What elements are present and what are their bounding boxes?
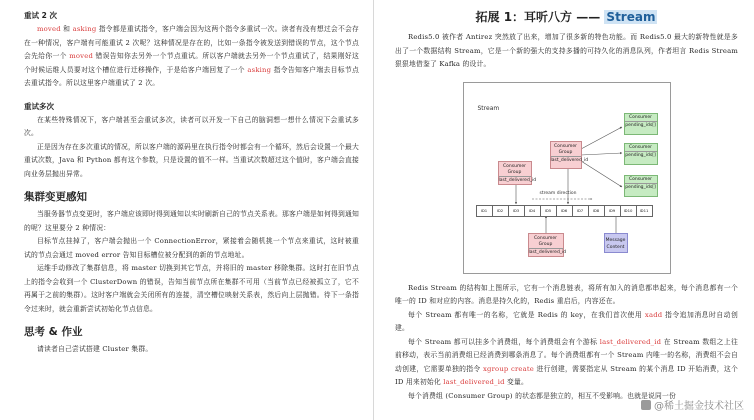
consumer-group-main: [550, 141, 589, 169]
paragraph: [395, 336, 738, 390]
stream-message-cell: ID3: [509, 205, 525, 217]
stream-message-cell: ID10: [621, 205, 637, 217]
paragraph: 正是因为存在多次重试的情况，所以客户端的源码里在执行指令时都会有一个循环，然后会设置一个最大重试次数，Java 和 Python 都有这个参数，只是设置的值不一样。当重试次数超过这个值时，客户端会直接向业务层抛出异常。: [24, 142, 359, 178]
consumer-group-bottom: [528, 233, 567, 257]
stream-label: Stream: [477, 104, 500, 112]
paragraph: 在某些特殊情况下，客户端甚至会重试多次，读者可以开发一下自己的脑洞想一想什么情况下会重试多次。: [24, 115, 359, 137]
stream-message-cells: [476, 205, 653, 217]
cluster-change-paragraphs: [24, 208, 359, 316]
right-page: [377, 0, 754, 420]
consumer-group-main-title: Consumer Group: [554, 143, 577, 155]
stream-message-cell: ID1: [476, 205, 493, 217]
chapter-title-highlight: Stream: [606, 10, 656, 24]
text-run: 变量。: [504, 378, 528, 386]
consumer-2-field: pending_ids[]: [625, 152, 656, 158]
text-run: 每个 Stream 都有唯一的名称，它就是 Redis 的 key，在我们首次使用: [408, 310, 645, 319]
highlighted-term: last_delivered_id: [599, 337, 662, 346]
text-run: 指令告知客户端去目标节点去重试指令。所以这里客户端重试了 2 次。: [24, 65, 360, 87]
stream-message-cell: ID5: [541, 205, 557, 217]
text-run: 错误告知你去另外一个节点重试。所以客户端就去另外一个节点重试了，结果刚好这个时候运维人员要对这个槽位进行迁移操作，于是给客户端回复了一个: [24, 52, 360, 74]
retry-twice-paragraphs: [24, 23, 359, 91]
paragraph: 运维手动修改了集群信息，将 master 切换到其它节点，并将旧的 master 移除集群。这时打在旧节点上的指令会收到一个 ClusterDown 的错误，告知当前节点所在集群不可用（当前节点已经被孤立了，它不再属于之前的集群）。这时客户端就会关闭所有的连接，清空槽位映射关系表，然后向上层抛错。待下一条指令过来时，就会重新尝试初始化节点信息。: [24, 264, 359, 313]
watermark-logo-icon: [641, 400, 651, 410]
connector-cg1-consumer1: [581, 127, 622, 149]
stream-direction-label: stream direction: [539, 190, 577, 196]
consumer-3-title: Consumer: [629, 176, 652, 182]
text-run: 每个 Stream 都可以挂多个消费组，每个消费组会有个游标: [408, 337, 600, 346]
stream-description-paragraphs: [395, 282, 738, 404]
consumer-2: [624, 143, 658, 165]
highlighted-term: asking: [247, 65, 272, 74]
text-run: 每个消费组 (Consumer Group) 的状态都是独立的，相互不受影响。也就是说同一份: [408, 391, 677, 400]
chapter-title: [395, 8, 738, 25]
paragraph: 目标节点挂掉了，客户端会抛出一个 ConnectionError，紧接着会随机挑一个节点来重试，这时被重试的节点会通过 moved error 告知目标槽位被分配到的新的节点地址。: [24, 237, 359, 259]
consumer-group-main-field: last_delivered_id: [550, 157, 589, 163]
highlighted-term: xgroup create: [483, 364, 535, 373]
paragraph: Redis5.0 被作者 Antirez 突然放了出来，增加了很多新的特色功能。而 Redis5.0 最大的新特性就是多出了一个数据结构 Stream，它是一个新的强大的支持多播的可持久化的消息队列，作者坦言 Redis Stream 狠狠地借鉴了 Kafka 的设计。: [395, 33, 738, 68]
chapter-title-prefix: 拓展 1：耳听八方 ——: [475, 10, 605, 24]
stream-message-cell: ID2: [493, 205, 509, 217]
left-page: [0, 0, 374, 420]
consumer-group-bottom-field: last_delivered_id: [528, 249, 567, 255]
consumer-group-bottom-title: Consumer Group: [534, 235, 557, 247]
consumer-3: [624, 175, 658, 197]
stream-message-cell: ID11: [637, 205, 653, 217]
connector-cg1-consumer3: [581, 161, 622, 187]
stream-message-cell: ID8: [589, 205, 605, 217]
message-content-box: Message Content: [604, 233, 628, 253]
text-run: 和: [60, 25, 73, 33]
paragraph: 请读者自己尝试搭建 Cluster 集群。: [37, 345, 153, 353]
consumer-1-title: Consumer: [629, 114, 652, 120]
consumer-2-title: Consumer: [629, 144, 652, 150]
text-run: 在 Stream 数组之上往前移动，表示当前消费组已经消费到哪条消息了。每个消费组都有一个 Stream 内唯一的名称，消费组不会自动创建，它需要单独的指令: [395, 337, 739, 373]
consumer-3-field: pending_ids[]: [625, 184, 656, 190]
watermark: [641, 397, 744, 412]
text-run: Redis Stream 的结构如上图所示，它有一个消息链表，将所有加入的消息都串起来，每个消息都有一个唯一的 ID 和对应的内容。消息是持久化的，Redis 重启后，内容还在。: [395, 283, 738, 305]
connector-cg1-consumer2: [581, 153, 622, 155]
consumer-group-left: [498, 161, 537, 185]
text-run: 指令都是重试指令，客户端会因为这两个指令多重试一次。读者有没有想过会不会存在一种情况，客户端有可能重试 2 次呢？这种情况是存在的，比如一条指令被发送到错误的节点，这个节点会先给你一个: [24, 25, 360, 60]
stream-diagram: [463, 82, 671, 274]
consumer-1: [624, 113, 658, 135]
stream-message-cell: ID7: [573, 205, 589, 217]
watermark-text: @稀土掘金技术社区: [654, 401, 744, 412]
paragraph: [395, 282, 738, 309]
intro-paragraphs: [395, 31, 738, 72]
section-heading-retry-many: 重试多次: [24, 101, 54, 111]
retry-many-paragraphs: [24, 114, 359, 182]
paragraph: 当服务器节点变更时，客户端应该即时得到通知以实时刷新自己的节点关系表。那客户端是如何得到通知的呢？这里要分 2 种情况：: [24, 210, 359, 232]
text-run: 指令追加消息时自动创建。: [395, 310, 738, 332]
text-run: 进行创建，需要指定从 Stream 的某个消息 ID 开始消费，这个 ID 用来初始化: [395, 364, 738, 386]
paragraph: [395, 309, 738, 336]
highlighted-term: last_delivered_id: [443, 378, 505, 386]
highlighted-term: xadd: [644, 310, 663, 319]
consumer-1-field: pending_ids[]: [625, 122, 656, 128]
highlighted-term: moved: [37, 25, 61, 33]
homework-paragraphs: [24, 343, 359, 357]
section-heading-homework: 思考 & 作业: [24, 326, 83, 338]
section-heading-cluster-change: 集群变更感知: [24, 191, 87, 203]
section-heading-retry-twice: 重试 2 次: [24, 11, 57, 20]
paragraph: [24, 23, 359, 91]
stream-message-cell: ID6: [557, 205, 573, 217]
stream-message-cell: ID4: [525, 205, 541, 217]
highlighted-term: asking: [72, 25, 97, 33]
consumer-group-left-field: last_delivered_id: [498, 177, 537, 183]
highlighted-term: moved: [69, 52, 94, 60]
stream-message-cell: ID9: [605, 205, 621, 217]
consumer-group-left-title: Consumer Group: [503, 163, 526, 175]
